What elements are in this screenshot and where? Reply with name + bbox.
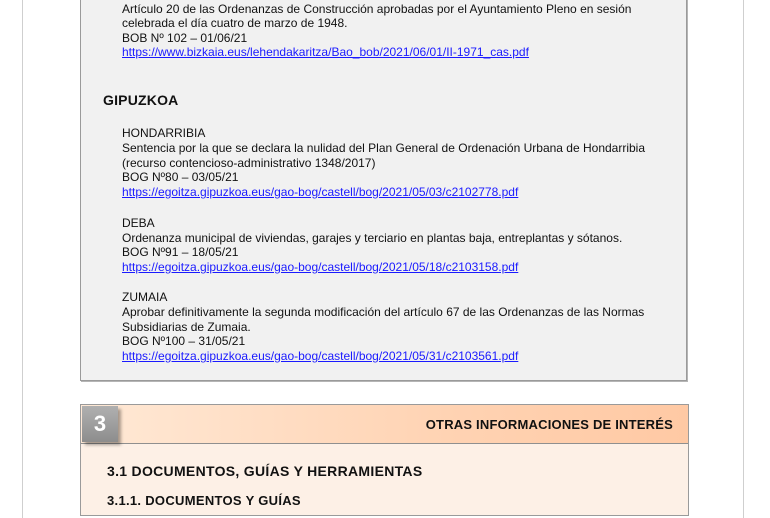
entry-town: HONDARRIBIA [122, 126, 206, 140]
entry-town: DEBA [122, 216, 155, 230]
bizkaia-link[interactable]: https://www.bizkaia.eus/lehendakaritza/Bao_bob/2021/06/01/II-1971_cas.pdf [122, 45, 529, 59]
section-title: OTRAS INFORMACIONES DE INTERÉS [425, 417, 673, 432]
bizkaia-entry-line1: Artículo 20 de las Ordenanzas de Construcción aprobadas por el Ayuntamiento Pleno en sesión [122, 2, 632, 16]
subsubsection-heading: 3.1.1. DOCUMENTOS Y GUÍAS [107, 493, 301, 508]
gipuzkoa-heading: GIPUZKOA [103, 92, 179, 108]
section-3-header [81, 405, 688, 444]
entry-description: Sentencia por la que se declara la nulidad del Plan General de Ordenación Urbana de Hondarribia [122, 141, 646, 155]
subsection-heading: 3.1 DOCUMENTOS, GUÍAS Y HERRAMIENTAS [107, 463, 423, 479]
section-number: 3 [82, 406, 118, 442]
bizkaia-bulletin: BOB Nº 102 – 01/06/21 [122, 31, 248, 45]
entry-link[interactable]: https://egoitza.gipuzkoa.eus/gao-bog/castell/bog/2021/05/31/c2103561.pdf [122, 349, 519, 363]
section-3-box [80, 404, 689, 516]
entry-bulletin: BOG Nº100 – 31/05/21 [122, 334, 246, 348]
entry-bulletin: BOG Nº80 – 03/05/21 [122, 170, 239, 184]
entry-town: ZUMAIA [122, 290, 168, 304]
entry-description: Aprobar definitivamente la segunda modificación del artículo 67 de las Ordenanzas de las Normas [122, 305, 645, 319]
bizkaia-entry-line2: celebrada el día cuatro de marzo de 1948. [122, 16, 348, 30]
entry-description-cont: (recurso contencioso-administrativo 1348/2017) [122, 156, 376, 170]
entry-bulletin: BOG Nº91 – 18/05/21 [122, 245, 239, 259]
entry-description-cont: Subsidiarias de Zumaia. [122, 320, 251, 334]
entry-link[interactable]: https://egoitza.gipuzkoa.eus/gao-bog/castell/bog/2021/05/18/c2103158.pdf [122, 260, 519, 274]
entry-link[interactable]: https://egoitza.gipuzkoa.eus/gao-bog/castell/bog/2021/05/03/c2102778.pdf [122, 185, 519, 199]
entry-description: Ordenanza municipal de viviendas, garajes y terciario en plantas baja, entreplantas y sótanos. [122, 231, 623, 245]
